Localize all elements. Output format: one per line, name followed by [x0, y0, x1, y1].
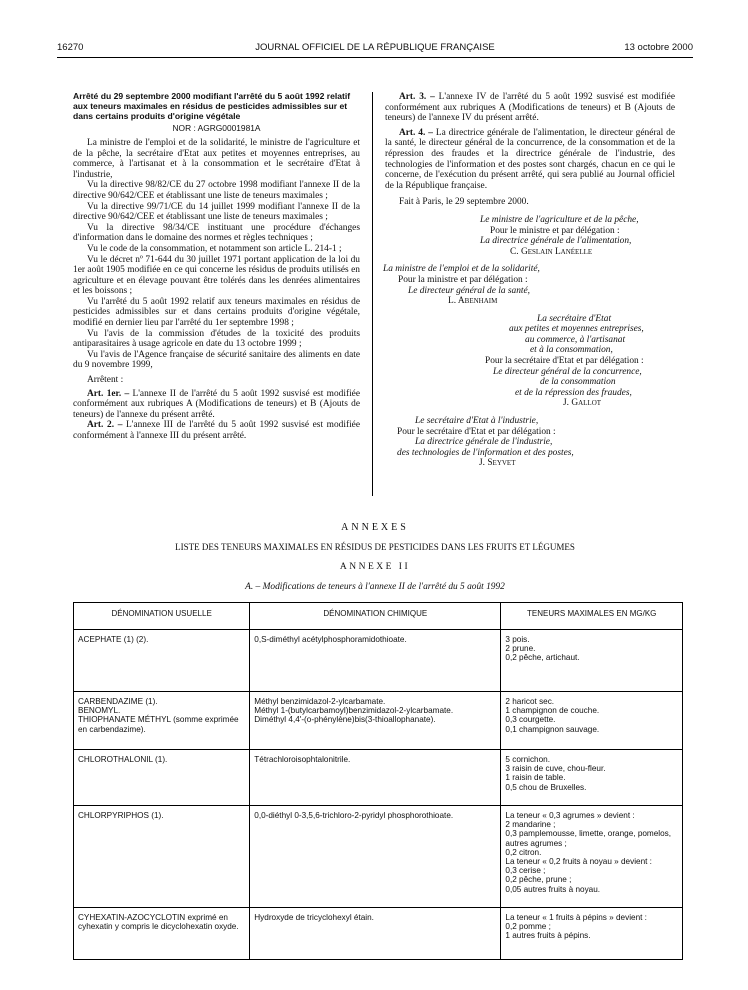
- cell-line: 0,3 pamplemousse, limette, orange, pomelos, autres agrumes ;: [505, 829, 672, 848]
- visa-paragraph: Vu l'avis de la commission d'études de la toxicité des produits antiparasitaires à usage agricole en date du 13 octobre 1999 ;: [73, 328, 360, 350]
- article-4-text: La directrice générale de l'alimentation, le directeur général de la santé, le directeur général de la concurrence, de la consommation et de la répression des fraudes et la directrice générale de l'industrie, des technologies de l'information et des postes sont chargés, chacun en ce qui le concerne, de l'exécution du présent arrêté, qui sera publié au Journal officiel de la République française.: [385, 127, 676, 191]
- signatory-name: J. Seyvet: [479, 458, 516, 469]
- signature-line: Pour la ministre et par délégation :: [398, 274, 528, 285]
- signature-line: La secrétaire d'Etat: [537, 313, 612, 324]
- signature-line: au commerce, à l'artisanat: [525, 334, 626, 345]
- signature-line: de la consommation: [540, 377, 616, 388]
- usual-name-cell: [74, 692, 250, 750]
- cell-line: 2 prune.: [505, 644, 536, 654]
- usual-name-cell: [74, 750, 250, 806]
- table-row: [74, 750, 683, 806]
- cell-line: Méthyl benzimidazol-2-ylcarbamate.: [254, 697, 386, 706]
- visa-paragraph: Vu l'avis de l'Agence française de sécurité sanitaire des aliments en date du 9 novembre 1999,: [73, 349, 360, 371]
- chemical-name-cell: [250, 908, 501, 960]
- signature-agriculture: [385, 215, 675, 257]
- column-header-usual: DÉNOMINATION USUELLE: [74, 603, 250, 630]
- signature-line: Le directeur général de la santé,: [408, 285, 531, 296]
- issue-date: 13 octobre 2000: [624, 42, 693, 53]
- signature-line: Pour le ministre et par délégation :: [490, 225, 620, 236]
- cell-line: 0,2 pomme ;: [505, 922, 551, 932]
- signature-line: La directrice générale de l'alimentation,: [480, 236, 632, 247]
- visa-paragraph: Vu le décret nº 71-644 du 30 juillet 1971 portant application de la loi du 1er août 1905 modifiée en ce qui concerne les résidus de produits utilisés en agriculture et en élevage pouvant être tolérés dans les denrées alimentaires et les boissons ;: [73, 254, 360, 297]
- cell-line: 1 champignon de couche.: [505, 706, 600, 716]
- residue-limits-table: [73, 602, 683, 960]
- cell-line: Tétrachloroisophtalonitrile.: [254, 755, 351, 764]
- visa-paragraph: Vu le code de la consommation, et notamment son article L. 214-1 ;: [87, 243, 342, 254]
- annex-section-title: A. – Modifications de teneurs à l'annexe II de l'arrêté du 5 août 1992: [245, 582, 505, 592]
- chemical-name-cell: [250, 692, 501, 750]
- article-3-label: Art. 3. –: [399, 92, 435, 102]
- signature-line: Le secrétaire d'Etat à l'industrie,: [415, 416, 539, 427]
- signature-line: des technologies de l'information et des postes,: [397, 447, 574, 458]
- article-3: [385, 92, 675, 124]
- visa-paragraph: Vu la directive 98/82/CE du 27 octobre 1998 modifiant l'annexe II de la directive 90/642/CEE et établissant une liste de teneurs maximales ;: [73, 180, 360, 201]
- max-value-cell: [501, 630, 683, 692]
- article-2-label: Art. 2. –: [87, 420, 123, 431]
- max-value-cell: [501, 806, 683, 908]
- journal-title: JOURNAL OFFICIEL DE LA RÉPUBLIQUE FRANÇAISE: [255, 42, 495, 53]
- cell-line: La teneur « 1 fruits à pépins » devient :: [505, 913, 647, 922]
- cell-line: CHLOROTHALONIL (1).: [78, 755, 168, 764]
- signature-pme: [485, 314, 675, 409]
- cell-line: 5 cornichon.: [505, 755, 550, 764]
- cell-line: 2 haricot sec.: [505, 697, 555, 706]
- arretent: Arrêtent :: [87, 375, 124, 386]
- article-2-text: L'annexe III de l'arrêté du 5 août 1992 susvisé est modifiée conformément à l'annexe III du présent arrêté.: [73, 420, 361, 442]
- article-2: [73, 420, 360, 441]
- article-1-text: L'annexe II de l'arrêté du 5 août 1992 susvisé est modifiée conformément aux rubriques A (Modifications de teneurs) et B (Ajouts de teneurs) de l'annexe du présent arrêté.: [73, 388, 360, 420]
- cell-line: 0,0-diéthyl 0-3,5,6-trichloro-2-pyridyl phosphorothioate.: [254, 811, 454, 820]
- chemical-name-cell: [250, 630, 501, 692]
- signatory-name: C. Geslain Lanéelle: [510, 246, 593, 257]
- visa-paragraph: Vu l'arrêté du 5 août 1992 relatif aux teneurs maximales en résidus de pesticides admissibles sur et dans certains produits d'origine végétale, modifié en dernier lieu par l'arrêté du 1er septembre 1998 ;: [73, 296, 360, 329]
- cell-line: 0,2 citron.: [505, 847, 542, 857]
- page-header: [57, 42, 693, 56]
- cell-line: 1 autres fruits à pépins.: [505, 931, 591, 941]
- cell-line: 3 raisin de cuve, chou-fleur.: [505, 764, 606, 774]
- cell-line: ACEPHATE (1) (2).: [78, 635, 149, 644]
- signature-line: aux petites et moyennes entreprises,: [509, 324, 644, 335]
- cell-line: 0,3 cerise ;: [505, 866, 546, 876]
- signatory-name: L. Abenhaim: [448, 296, 498, 307]
- cell-line: Méthyl 1-(butylcarbamoyl)benzimidazol-2-ylcarbamate.: [254, 706, 454, 716]
- cell-line: 0,1 champignon sauvage.: [505, 724, 600, 734]
- cell-line: 0,3 courgette.: [505, 715, 556, 725]
- cell-line: 2 mandarine ;: [505, 820, 556, 830]
- article-1: [73, 389, 360, 421]
- column-header-chemical: DÉNOMINATION CHIMIQUE: [250, 603, 501, 630]
- signature-industrie: [397, 416, 675, 469]
- nor-reference: NOR : AGRG0001981A: [172, 123, 261, 134]
- table-header-row: [74, 603, 683, 630]
- header-rule: [57, 57, 693, 58]
- preamble-paragraph: La ministre de l'emploi et de la solidarité, le ministre de l'agriculture et de la pêche, la secrétaire d'Etat aux petites et moyennes entreprises, au commerce, à l'artisanat et à la consommation et le secrétaire d'Etat à l'industrie,: [73, 137, 360, 180]
- cell-line: 1 raisin de table.: [505, 773, 566, 783]
- article-4: [385, 128, 675, 192]
- article-3-text: L'annexe IV de l'arrêté du 5 août 1992 susvisé est modifiée conformément aux rubriques A (Modifications de teneurs) et B (Ajouts de teneurs) de l'annexe IV du présent arrêté.: [385, 92, 676, 124]
- max-value-cell: [501, 908, 683, 960]
- annex-number: ANNEXE II: [339, 562, 411, 572]
- cell-line: 0,2 pêche, prune ;: [505, 875, 572, 885]
- cell-line: CARBENDAZIME (1).: [78, 697, 158, 706]
- article-1-label: Art. 1er. –: [87, 388, 130, 399]
- cell-line: 0,5 chou de Bruxelles.: [505, 782, 587, 792]
- left-column: [73, 92, 360, 442]
- chemical-name-cell: [250, 750, 501, 806]
- usual-name-cell: [74, 908, 250, 960]
- table-row: [74, 908, 683, 960]
- cell-line: 3 pois.: [505, 635, 530, 644]
- signature-line: La directrice générale de l'industrie,: [415, 437, 553, 448]
- decree-title: Arrêté du 29 septembre 2000 modifiant l'arrêté du 5 août 1992 relatif aux teneurs maximales en résidus de pesticides admissibles sur et dans certains produits d'origine végétale: [73, 91, 351, 121]
- max-value-cell: [501, 692, 683, 750]
- signature-line: Le directeur général de la concurrence,: [493, 366, 642, 377]
- annexes-title: ANNEXES: [341, 522, 409, 533]
- signature-line: et de la répression des fraudes,: [515, 387, 632, 398]
- signatory-name: J. Gallot: [563, 398, 602, 409]
- cell-line: THIOPHANATE MÉTHYL (somme exprimée en carbendazime).: [78, 715, 239, 734]
- signature-line: La ministre de l'emploi et de la solidarité,: [383, 264, 540, 275]
- signature-line: Pour la secrétaire d'Etat et par délégation :: [485, 356, 644, 367]
- visa-paragraph: Vu la directive 98/34/CE instituant une procédure d'échanges d'information dans le domaine des normes et règles techniques ;: [73, 222, 360, 244]
- right-column: [385, 92, 675, 469]
- column-header-max: TENEURS MAXIMALES EN MG/KG: [501, 603, 683, 630]
- usual-name-cell: [74, 630, 250, 692]
- column-divider: [372, 92, 373, 496]
- cell-line: 0,05 autres fruits à noyau.: [505, 884, 601, 894]
- fait-a-paris: Fait à Paris, le 29 septembre 2000.: [399, 197, 529, 208]
- cell-line: Hydroxyde de tricyclohexyl étain.: [254, 913, 374, 922]
- table-row: [74, 630, 683, 692]
- table-row: [74, 692, 683, 750]
- page-number: 16270: [57, 42, 84, 53]
- visa-paragraph: Vu la directive 99/71/CE du 14 juillet 1999 modifiant l'annexe II de la directive 90/642/CEE et établissant une liste de teneurs maximales ;: [73, 201, 360, 223]
- cell-line: 0,2 pêche, artichaut.: [505, 653, 580, 663]
- signature-line: Le ministre de l'agriculture et de la pêche,: [480, 214, 639, 225]
- cell-line: BENOMYL.: [78, 706, 121, 716]
- chemical-name-cell: [250, 806, 501, 908]
- cell-line: La teneur « 0,3 agrumes » devient :: [505, 811, 635, 820]
- cell-line: CHLORPYRIPHOS (1).: [78, 811, 164, 820]
- cell-line: La teneur « 0,2 fruits à noyau » devient :: [505, 857, 652, 867]
- signature-emploi: [383, 264, 675, 306]
- usual-name-cell: [74, 806, 250, 908]
- signature-line: et à la consommation,: [530, 345, 613, 356]
- table-row: [74, 806, 683, 908]
- cell-line: CYHEXATIN-AZOCYCLOTIN exprimé en cyhexatin y compris le dicyclohexatin oxyde.: [78, 913, 239, 932]
- max-value-cell: [501, 750, 683, 806]
- annexes-subtitle: LISTE DES TENEURS MAXIMALES EN RÉSIDUS DE PESTICIDES DANS LES FRUITS ET LÉGUMES: [175, 542, 575, 552]
- signature-line: Pour le secrétaire d'Etat et par délégation :: [397, 426, 556, 437]
- cell-line: Diméthyl 4,4'-(o-phénylène)bis(3-thioallophanate).: [254, 715, 436, 725]
- cell-line: 0,S-diméthyl acétylphosphoramidothioate.: [254, 635, 407, 644]
- article-4-label: Art. 4. –: [399, 127, 433, 138]
